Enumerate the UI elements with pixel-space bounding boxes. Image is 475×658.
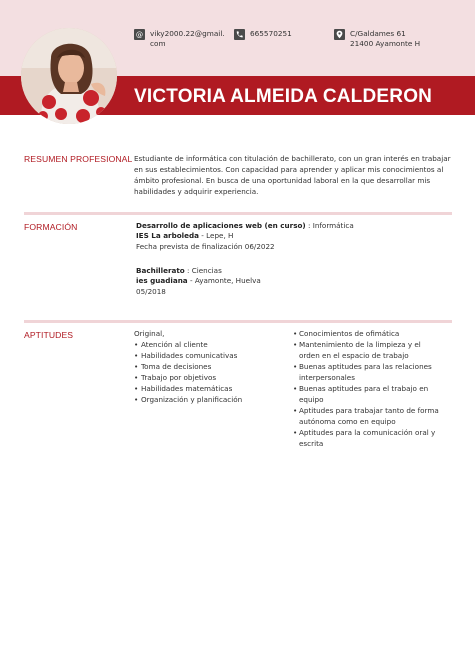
list-item: • Toma de decisiones	[134, 362, 212, 371]
education-degree: Desarrollo de aplicaciones web (en curso)	[136, 221, 306, 230]
at-icon	[134, 29, 145, 40]
svg-text:@: @	[135, 30, 144, 39]
address-line-1: C/Galdames 61	[350, 29, 406, 38]
contact-address	[334, 29, 444, 51]
skills-list-right	[293, 328, 441, 449]
list-item: • Aptitudes para la comunicación oral y escrita	[293, 428, 436, 448]
skills-intro: Original,	[134, 329, 165, 338]
list-item: • Buenas aptitudes para las relaciones interpersonales	[293, 362, 432, 382]
education-degree: Bachillerato	[136, 266, 185, 275]
education-place: - Ayamonte, Huelva	[187, 276, 261, 286]
list-item: • Mantenimiento de la limpieza y el orden en el espacio de trabajo	[293, 340, 421, 360]
portrait-image	[21, 28, 117, 124]
education-field: : Informática	[305, 221, 354, 230]
profile-photo	[21, 28, 117, 124]
list-item: • Aptitudes para trabajar tanto de forma autónoma como en equipo	[293, 406, 439, 426]
education-date: 05/2018	[136, 286, 166, 296]
contact-email	[134, 29, 234, 51]
skills-column-left	[134, 328, 284, 405]
email-line-2: com	[150, 38, 166, 48]
education-place: - Lepe, H	[199, 231, 234, 241]
education-date: Fecha prevista de finalización 06/2022	[136, 241, 275, 251]
education-entry	[136, 266, 436, 297]
education-field: : Ciencias	[184, 266, 222, 275]
phone-number: 665570251	[250, 29, 292, 38]
list-item: • Buenas aptitudes para el trabajo en equipo	[293, 384, 429, 404]
list-item: • Habilidades matemáticas	[134, 384, 233, 393]
section-divider	[24, 320, 452, 323]
list-item: • Organización y planificación	[134, 395, 243, 404]
section-title-education: FORMACIÓN	[24, 222, 78, 232]
email-line-1: viky2000.22@gmail.	[150, 29, 225, 38]
summary-text: Estudiante de informática con titulación de bachillerato, con un gran interés en trabajar en sus establecimientos. Con capacidad para aprender y aplicar mis conocimientos al ámbito profesional. En busca de una oportunidad laboral en la que desarrollar mis habilidades y adquirir experiencia.	[134, 154, 451, 196]
education-entry	[136, 221, 436, 252]
list-item: • Habilidades comunicativas	[134, 351, 238, 360]
location-pin-icon	[334, 29, 345, 40]
phone-icon	[234, 29, 245, 40]
list-item: • Conocimientos de ofimática	[293, 329, 400, 338]
section-title-skills: APTITUDES	[24, 330, 74, 340]
contact-phone	[234, 29, 314, 41]
list-item: • Atención al cliente	[134, 340, 208, 349]
full-name: VICTORIA ALMEIDA CALDERON	[134, 86, 433, 107]
education-school: ies guadiana	[136, 276, 188, 286]
education-school: IES La arboleda	[136, 231, 200, 241]
section-divider	[24, 212, 452, 215]
address-line-2: 21400 Ayamonte H	[350, 38, 421, 48]
list-item: • Trabajo por objetivos	[134, 373, 217, 382]
section-title-summary: RESUMEN PROFESIONAL	[24, 154, 133, 164]
skills-list-left	[134, 339, 284, 405]
